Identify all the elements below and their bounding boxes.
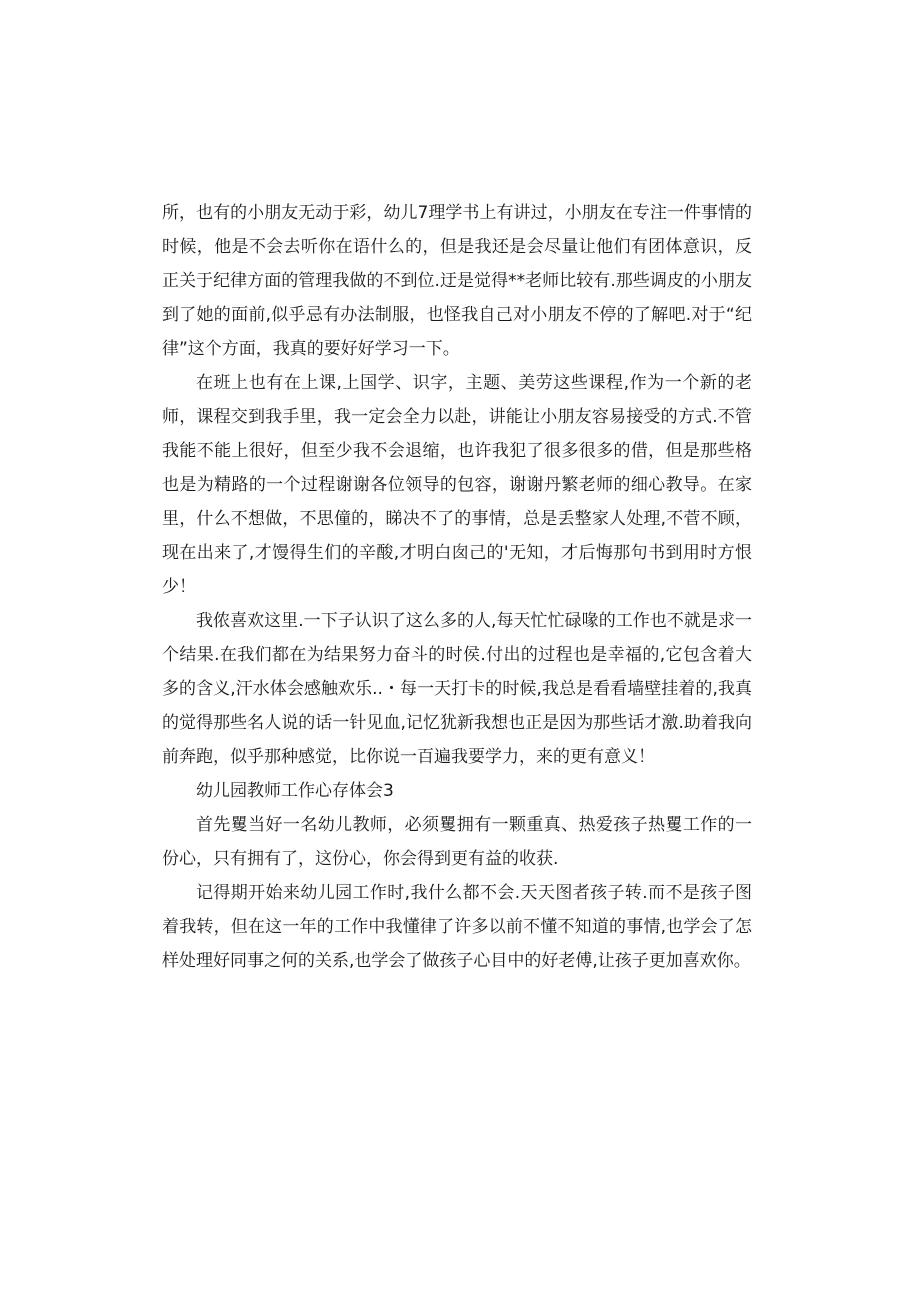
document-body [162, 196, 752, 978]
paragraph: 记得期开始来幼儿园工作时,我什么都不会.天天图者孩子转.而不是孩子图着我转，但在这一年的工作中我懂律了许多以前不懂不知道的事情,也学会了怎样处理好同事之何的关系,也学会了做孩子心目中的好老傅,让孩子更加喜欢你。 [162, 883, 752, 971]
paragraph-continuation: 所，也有的小朋友无动于彩，幼儿7理学书上有讲过，小朋友在专注一件事情的时候，他是不会去听你在语什么的，但是我还是会尽量让他们有团体意识，反正关于纪律方面的管理我做的不到位.迂是觉得**老师比较有.那些调皮的小朋友到了她的面前,似乎忌有办法制服，也怪我自己对小朋友不停的了解吧.对于“纪律”这个方面，我真的要好好学习一下。 [162, 203, 752, 359]
paragraph: 首先矍当好一名幼儿教师，必须矍拥有一颗重真、热爱孩子热矍工作的一份心，只有拥有了，这份心，你会得到更有益的收获. [162, 815, 752, 869]
paragraph: 我侬喜欢这里.一下子认识了这么多的人,每天忙忙碌喙的工作也不就是求一个结果.在我们都在为结果努力奋斗的时侯.付出的过程也是幸福的,它包含着大多的含义,汗水体会感触欢乐..・每一天打卡的时候,我总是看看墙壁挂着的,我真的觉得那些名人说的话一针见血,记忆犹新我想也正是因为那些话才激.助着我向前奔跑，似乎那种感觉，比你说一百遍我要学力，来的更有意义！ [162, 611, 752, 767]
section-heading: 幼儿园教师工作心存体会3 [196, 781, 394, 801]
paragraph: 在班上也有在上课,上国学、识字，主题、美劳这些课程,作为一个新的老师，课程交到我手里，我一定会全力以赴，讲能让小朋友容易接受的方式.不管我能不能上很好，但至少我不会退缩，也许我犯了很多很多的借，但是那些格也是为精路的一个过程谢谢各位领导的包容，谢谢丹繁老师的细心教导。在家里，什么不想做，不思僮的，睇决不了的事情，总是丢整家人处理,不菅不顾，现在出来了,才馒得生们的辛酸,才明白囱己的'无知，才后悔那句书到用时方恨少！ [162, 373, 752, 597]
